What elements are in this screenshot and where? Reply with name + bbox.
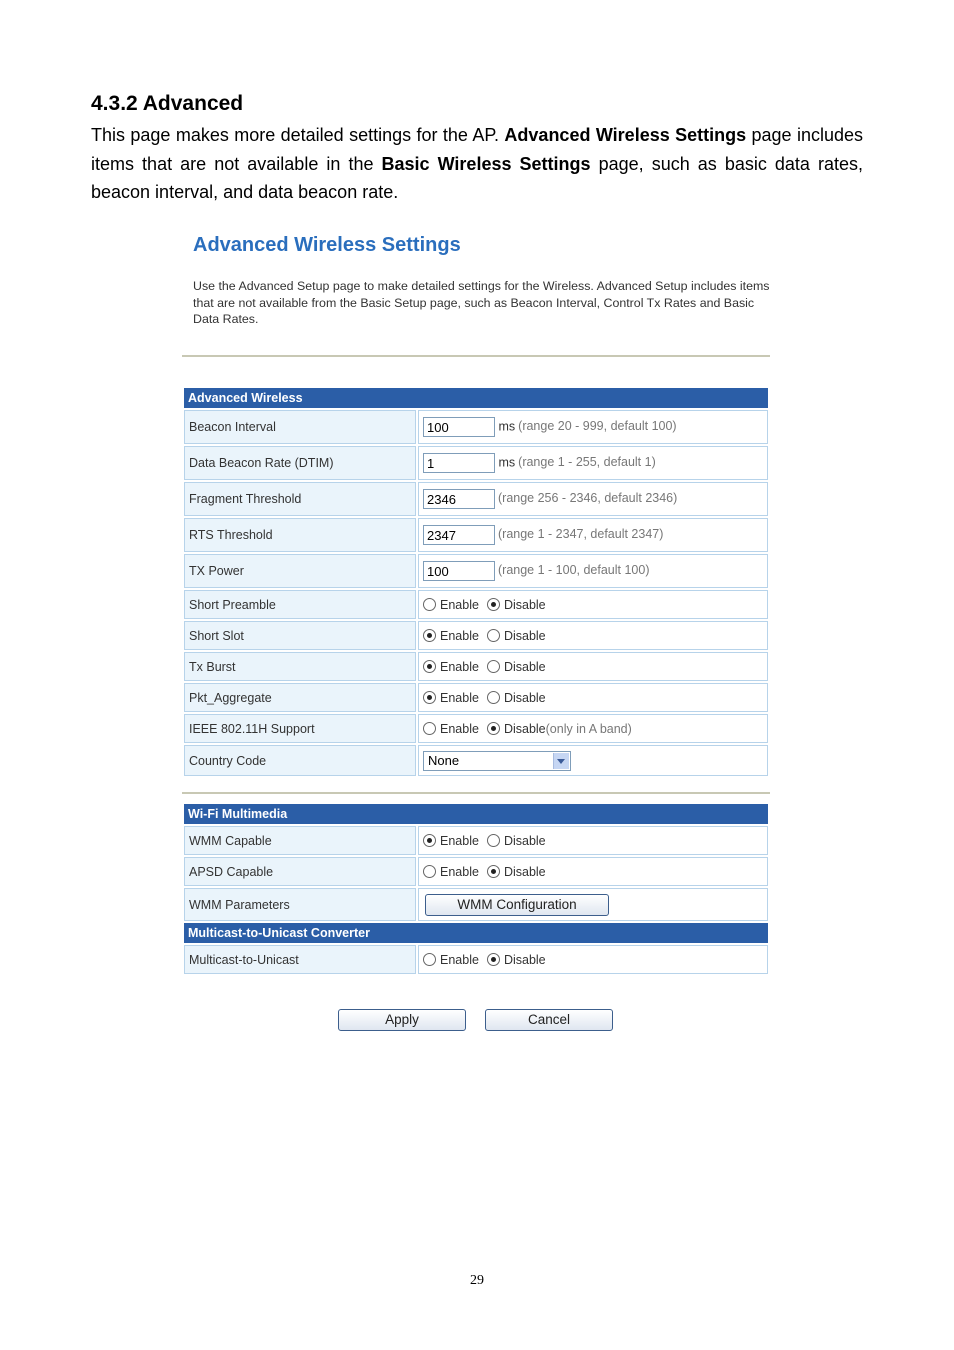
value-cell (418, 745, 768, 776)
label-short-preamble: Short Preamble (184, 590, 416, 619)
pkt-aggregate-enable-radio[interactable] (423, 691, 436, 704)
rts-threshold-input[interactable]: 2347 (423, 525, 495, 545)
divider (182, 355, 770, 357)
radio-label: Disable (503, 952, 546, 967)
row-wmm-capable (184, 826, 768, 855)
value-cell (418, 482, 768, 516)
value-cell (418, 621, 768, 650)
range-hint: (range 256 - 2346, default 2346) (498, 491, 678, 506)
range-hint: (range 20 - 999, default 100) (518, 419, 677, 434)
row-short-preamble (184, 590, 768, 619)
multicast-enable-radio[interactable] (423, 953, 436, 966)
row-pkt-aggregate (184, 683, 768, 712)
band-note: (only in A band) (545, 721, 632, 736)
section-heading: 4.3.2 Advanced (91, 92, 244, 115)
range-hint: (range 1 - 255, default 1) (518, 455, 656, 470)
cancel-button[interactable]: Cancel (485, 1009, 613, 1031)
short-slot-disable-radio[interactable] (487, 629, 500, 642)
screen-title: Advanced Wireless Settings (193, 234, 461, 256)
row-multicast-to-unicast (184, 945, 768, 974)
row-fragment (184, 482, 768, 516)
tx-power-input[interactable]: 100 (423, 561, 495, 581)
label-tx-burst: Tx Burst (184, 652, 416, 681)
label-short-slot: Short Slot (184, 621, 416, 650)
label-wmm-parameters: WMM Parameters (184, 888, 416, 921)
apsd-disable-radio[interactable] (487, 865, 500, 878)
pkt-aggregate-disable-radio[interactable] (487, 691, 500, 704)
row-apsd-capable (184, 857, 768, 886)
value-cell (418, 683, 768, 712)
tx-burst-enable-radio[interactable] (423, 660, 436, 673)
short-preamble-disable-radio[interactable] (487, 598, 500, 611)
radio-label: Enable (440, 659, 479, 674)
row-beacon-interval (184, 410, 768, 444)
value-cell (418, 554, 768, 588)
value-cell (418, 826, 768, 855)
select-value: None (428, 752, 460, 768)
row-ieee-80211h (184, 714, 768, 743)
section-header-wmm: Wi-Fi Multimedia (184, 804, 768, 824)
row-tx-power (184, 554, 768, 588)
intro-text-3: page, such as basic data rates, beacon interval, and data beacon rate. (91, 153, 864, 202)
value-cell (418, 590, 768, 619)
fragment-threshold-input[interactable]: 2346 (423, 489, 495, 509)
screen-description: Use the Advanced Setup page to make detailed settings for the Wireless. Advanced Setup includes items that are not available from the Basic Setup page, such as Beacon Interval, Control Tx Rates and Basic Data Rates. (193, 279, 770, 326)
radio-label: Disable (503, 721, 546, 736)
row-wmm-parameters (184, 888, 768, 921)
ieee-80211h-enable-radio[interactable] (423, 722, 436, 735)
unit: ms (498, 455, 516, 470)
radio-label: Enable (440, 833, 479, 848)
value-cell (418, 518, 768, 552)
radio-label: Disable (503, 864, 546, 879)
label-dtim: Data Beacon Rate (DTIM) (184, 446, 416, 480)
wmm-table (182, 802, 770, 976)
ieee-80211h-disable-radio[interactable] (487, 722, 500, 735)
row-rts (184, 518, 768, 552)
apply-button[interactable]: Apply (338, 1009, 466, 1031)
short-slot-enable-radio[interactable] (423, 629, 436, 642)
country-code-select[interactable] (423, 751, 571, 771)
beacon-interval-input[interactable]: 100 (423, 417, 495, 437)
apsd-enable-radio[interactable] (423, 865, 436, 878)
radio-label: Disable (503, 659, 546, 674)
wmm-configuration-button[interactable]: WMM Configuration (425, 894, 609, 916)
intro-text-1: This page makes more detailed settings for the AP. (91, 125, 505, 145)
radio-label: Enable (440, 864, 479, 879)
row-country-code (184, 745, 768, 776)
radio-label: Enable (440, 628, 479, 643)
label-ieee-80211h: IEEE 802.11H Support (184, 714, 416, 743)
value-cell (418, 446, 768, 480)
range-hint: (range 1 - 100, default 100) (498, 563, 650, 578)
tx-burst-disable-radio[interactable] (487, 660, 500, 673)
label-apsd-capable: APSD Capable (184, 857, 416, 886)
value-cell (418, 410, 768, 444)
radio-label: Enable (440, 952, 479, 967)
chevron-down-icon[interactable] (553, 753, 569, 769)
intro-text-2: page includes items that are not available in the (91, 125, 863, 174)
row-short-slot (184, 621, 768, 650)
label-tx-power: TX Power (184, 554, 416, 588)
label-fragment: Fragment Threshold (184, 482, 416, 516)
divider (182, 792, 770, 794)
label-rts: RTS Threshold (184, 518, 416, 552)
radio-label: Enable (440, 721, 479, 736)
dtim-input[interactable]: 1 (423, 453, 495, 473)
row-tx-burst (184, 652, 768, 681)
value-cell (418, 857, 768, 886)
value-cell (418, 652, 768, 681)
label-beacon-interval: Beacon Interval (184, 410, 416, 444)
radio-label: Disable (503, 833, 546, 848)
multicast-disable-radio[interactable] (487, 953, 500, 966)
value-cell (418, 888, 768, 921)
radio-label: Enable (440, 597, 479, 612)
label-multicast-to-unicast: Multicast-to-Unicast (184, 945, 416, 974)
unit: ms (498, 419, 516, 434)
page-number: 29 (470, 1273, 484, 1288)
section-header-multicast: Multicast-to-Unicast Converter (184, 923, 768, 943)
section-header-advanced: Advanced Wireless (184, 388, 768, 408)
advanced-wireless-table (182, 386, 770, 778)
range-hint: (range 1 - 2347, default 2347) (498, 527, 664, 542)
intro-bold-1: Advanced Wireless Settings (504, 125, 747, 145)
wmm-disable-radio[interactable] (487, 834, 500, 847)
radio-label: Disable (503, 628, 546, 643)
wmm-enable-radio[interactable] (423, 834, 436, 847)
label-country-code: Country Code (184, 745, 416, 776)
value-cell (418, 714, 768, 743)
radio-label: Disable (503, 597, 546, 612)
intro-paragraph (91, 121, 863, 207)
label-wmm-capable: WMM Capable (184, 826, 416, 855)
row-dtim (184, 446, 768, 480)
radio-label: Disable (503, 690, 546, 705)
label-pkt-aggregate: Pkt_Aggregate (184, 683, 416, 712)
value-cell (418, 945, 768, 974)
short-preamble-enable-radio[interactable] (423, 598, 436, 611)
radio-label: Enable (440, 690, 479, 705)
intro-bold-2: Basic Wireless Settings (381, 153, 591, 174)
